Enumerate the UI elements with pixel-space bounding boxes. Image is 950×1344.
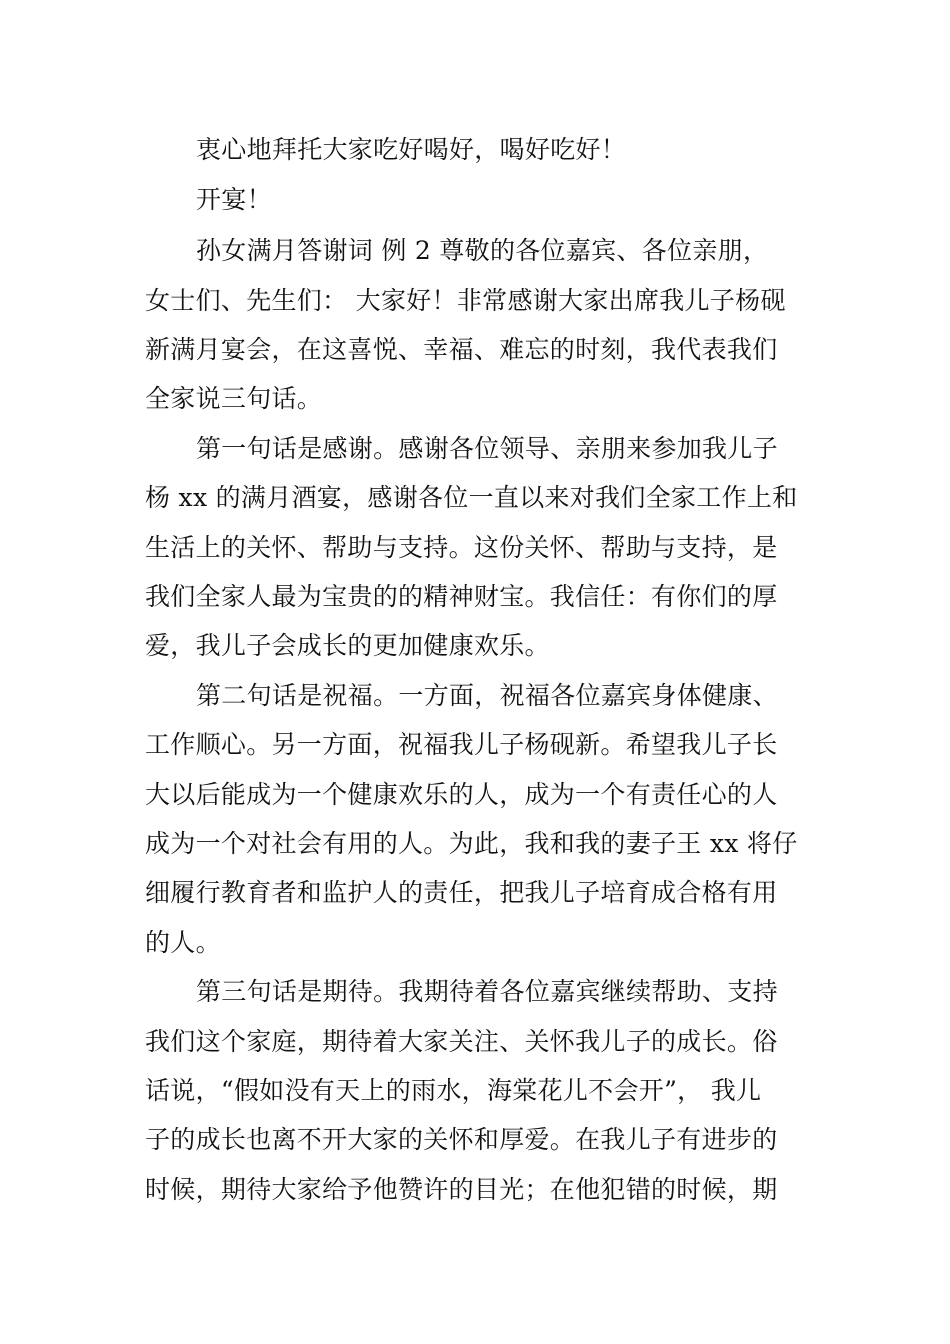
text-line: 时候，期待大家给予他赞许的目光；在他犯错的时候，期 bbox=[145, 1175, 778, 1204]
text-line: 杨 xx 的满月酒宴，感谢各位一直以来对我们全家工作上和 bbox=[145, 483, 798, 512]
text-line: 第三句话是期待。我期待着各位嘉宾继续帮助、支持 bbox=[196, 977, 778, 1006]
text-line: 生活上的关怀、帮助与支持。这份关怀、帮助与支持，是 bbox=[145, 533, 778, 562]
text-line: 话说，“假如没有天上的雨水，海棠花儿不会开”， 我儿 bbox=[145, 1076, 762, 1105]
text-line: 衷心地拜托大家吃好喝好，喝好吃好！ bbox=[196, 135, 627, 164]
text-line: 全家说三句话。 bbox=[145, 384, 323, 413]
text-line: 第一句话是感谢。感谢各位领导、亲朋来参加我儿子 bbox=[196, 434, 778, 463]
text-line: 工作顺心。另一方面，祝福我儿子杨砚新。希望我儿子长 bbox=[145, 730, 778, 759]
text-line: 细履行教育者和监护人的责任，把我儿子培育成合格有用 bbox=[145, 878, 778, 907]
text-line: 成为一个对社会有用的人。为此，我和我的妻子王 xx 将仔 bbox=[145, 829, 798, 858]
text-line: 的人。 bbox=[145, 928, 221, 957]
text-line: 开宴！ bbox=[196, 185, 272, 214]
text-line: 女士们、先生们： 大家好！非常感谢大家出席我儿子杨砚 bbox=[145, 286, 786, 315]
text-line: 新满月宴会，在这喜悦、幸福、难忘的时刻，我代表我们 bbox=[145, 335, 778, 364]
text-line: 子的成长也离不开大家的关怀和厚爱。在我儿子有进步的 bbox=[145, 1125, 778, 1154]
text-line: 爱，我儿子会成长的更加健康欢乐。 bbox=[145, 631, 550, 660]
text-line: 大以后能成为一个健康欢乐的人，成为一个有责任心的人 bbox=[145, 780, 778, 809]
text-line: 第二句话是祝福。一方面，祝福各位嘉宾身体健康、 bbox=[196, 681, 778, 710]
text-line: 我们全家人最为宝贵的的精神财宝。我信任：有你们的厚 bbox=[145, 582, 778, 611]
text-line: 我们这个家庭，期待着大家关注、关怀我儿子的成长。俗 bbox=[145, 1027, 778, 1056]
text-line: 孙女满月答谢词 例 2 尊敬的各位嘉宾、各位亲朋， bbox=[196, 236, 769, 265]
